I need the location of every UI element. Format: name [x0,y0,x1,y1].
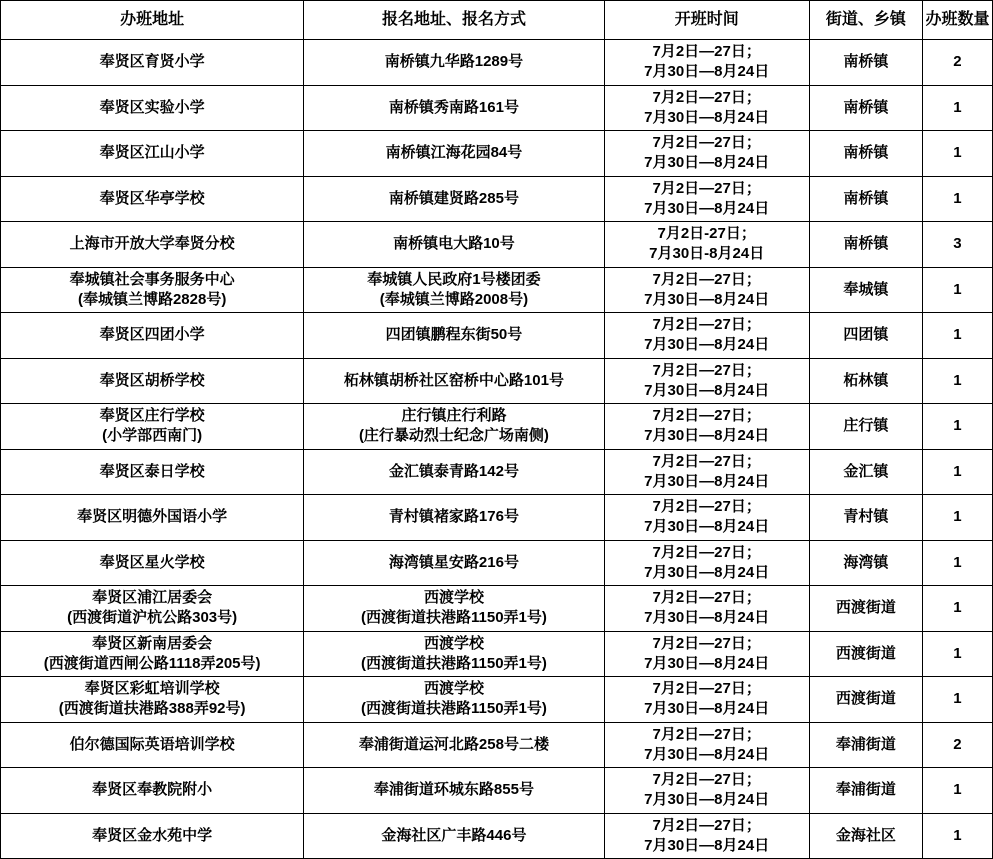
cell-address [1,631,304,677]
registration-line: 海湾镇星安路216号 [388,553,519,571]
address-line: 奉贤区实验小学 [99,98,205,116]
cell-address [1,586,304,632]
cell-address [1,722,304,768]
table-row [1,404,993,450]
cell-registration [304,540,604,586]
address-line: 奉贤区彩虹培训学校 [84,680,220,697]
cell-time [604,313,809,359]
time-line: 7月30日—8月24日 [644,654,770,672]
cell-town: 奉浦街道 [809,722,922,768]
table-row [1,495,993,541]
table-row [1,40,993,86]
time-line: 7月30日—8月24日 [644,609,770,627]
address-line: 奉贤区泰日学校 [99,462,205,480]
cell-town: 四团镇 [809,313,922,359]
cell-address [1,267,304,313]
cell-registration [304,631,604,677]
time-line: 7月30日—8月24日 [644,427,770,445]
column-header-address: 办班地址 [1,1,304,40]
cell-address [1,313,304,359]
cell-count: 1 [922,176,992,222]
time-line: 7月30日—8月24日 [644,63,770,81]
table-row [1,131,993,177]
time-line: 7月2日—27日； [652,725,761,743]
time-line: 7月30日—8月24日 [644,381,770,399]
cell-count: 1 [922,449,992,495]
registration-line: 庄行镇庄行利路 [401,407,507,424]
time-line: 7月2日—27日； [652,771,761,788]
address-line: 奉贤区奉教院附小 [92,781,213,799]
registration-line: (西渡街道扶港路1150弄1号) [361,700,547,718]
table-row [1,631,993,677]
table-row [1,722,993,768]
cell-address [1,40,304,86]
table-row [1,449,993,495]
cell-town: 金海社区 [809,813,922,859]
cell-time [604,267,809,313]
cell-time [604,631,809,677]
cell-time [604,404,809,450]
cell-registration [304,404,604,450]
cell-town: 南桥镇 [809,176,922,222]
time-line: 7月2日—27日； [652,589,761,606]
time-line: 7月30日—8月24日 [644,836,770,854]
registration-line: 南桥镇九华路1289号 [384,53,524,71]
cell-town: 南桥镇 [809,131,922,177]
column-header-town: 街道、乡镇 [809,1,922,40]
cell-town: 南桥镇 [809,85,922,131]
cell-registration [304,722,604,768]
cell-town: 奉浦街道 [809,768,922,814]
table-body [1,40,993,859]
cell-count: 1 [922,404,992,450]
registration-line: 南桥镇电大路10号 [393,235,515,253]
table-row [1,677,993,723]
cell-registration [304,222,604,268]
cell-count: 1 [922,540,992,586]
cell-address [1,768,304,814]
registration-line: 南桥镇江海花园84号 [385,144,523,162]
time-line: 7月2日—27日； [652,543,761,561]
cell-town: 南桥镇 [809,40,922,86]
registration-line: 西渡学校 [423,680,484,697]
time-line: 7月30日—8月24日 [644,154,770,172]
address-line: 奉贤区新南居委会 [92,634,213,652]
column-header-time: 开班时间 [604,1,809,40]
address-line: 奉贤区江山小学 [99,144,205,162]
cell-count: 1 [922,358,992,404]
cell-count: 1 [922,495,992,541]
registration-line: 奉浦街道环城东路855号 [373,781,534,799]
cell-address [1,404,304,450]
cell-address [1,131,304,177]
time-line: 7月30日—8月24日 [644,199,770,217]
column-header-registration: 报名地址、报名方式 [304,1,604,40]
registration-line: (庄行暴动烈士纪念广场南侧) [358,427,549,445]
address-line: 奉城镇社会事务服务中心 [69,270,235,288]
address-line: (奉城镇兰博路2828号) [77,290,227,308]
registration-line: 金海社区广丰路446号 [381,826,527,844]
column-header-count: 办班数量 [922,1,992,40]
registration-line: 奉浦街道运河北路258号二楼 [358,735,549,753]
cell-town: 海湾镇 [809,540,922,586]
cell-time [604,222,809,268]
address-line: 奉贤区庄行学校 [99,407,205,424]
cell-town: 青村镇 [809,495,922,541]
time-line: 7月30日—8月24日 [644,700,770,718]
cell-time [604,495,809,541]
registration-line: 金汇镇泰青路142号 [388,462,519,480]
cell-registration [304,131,604,177]
cell-time [604,540,809,586]
table-row [1,586,993,632]
cell-time [604,85,809,131]
table-row [1,85,993,131]
table-row [1,313,993,359]
table-row [1,540,993,586]
address-line: 奉贤区胡桥学校 [99,371,205,389]
cell-time [604,176,809,222]
cell-address [1,495,304,541]
address-line: 奉贤区浦江居委会 [92,589,213,606]
time-line: 7月2日—27日； [652,498,761,515]
cell-registration [304,677,604,723]
time-line: 7月30日—8月24日 [644,108,770,126]
cell-time [604,40,809,86]
cell-registration [304,586,604,632]
time-line: 7月30日—8月24日 [644,563,770,581]
time-line: 7月30日—8月24日 [644,745,770,763]
address-line: 奉贤区育贤小学 [99,53,205,71]
time-line: 7月2日—27日； [652,634,761,652]
cell-town: 奉城镇 [809,267,922,313]
cell-count: 1 [922,813,992,859]
cell-count: 3 [922,222,992,268]
address-line: (小学部西南门) [102,427,203,445]
cell-time [604,358,809,404]
cell-count: 2 [922,722,992,768]
table-row [1,267,993,313]
time-line: 7月2日—27日； [652,316,761,333]
address-line: 奉贤区明德外国语小学 [77,508,228,526]
cell-count: 1 [922,313,992,359]
time-line: 7月30日—8月24日 [644,518,770,536]
cell-time [604,586,809,632]
cell-address [1,176,304,222]
cell-address [1,222,304,268]
cell-time [604,768,809,814]
cell-town: 西渡街道 [809,677,922,723]
registration-line: 西渡学校 [423,634,484,652]
cell-count: 1 [922,631,992,677]
table-row [1,358,993,404]
cell-time [604,722,809,768]
registration-line: 奉城镇人民政府1号楼团委 [367,270,541,288]
cell-town: 西渡街道 [809,631,922,677]
cell-registration [304,176,604,222]
registration-line: (西渡街道扶港路1150弄1号) [361,609,547,627]
cell-count: 1 [922,267,992,313]
cell-registration [304,768,604,814]
cell-count: 1 [922,768,992,814]
cell-registration [304,40,604,86]
cell-address [1,677,304,723]
registration-line: 南桥镇建贤路285号 [388,189,519,207]
address-line: (西渡街道扶港路388弄92号) [58,700,246,718]
address-line: 奉贤区星火学校 [99,553,205,571]
registration-line: (西渡街道扶港路1150弄1号) [361,654,547,672]
address-line: 上海市开放大学奉贤分校 [69,235,235,253]
time-line: 7月2日—27日； [652,134,761,151]
registration-line: 四团镇鹏程东街50号 [385,326,523,344]
cell-registration [304,358,604,404]
registration-line: 西渡学校 [423,589,484,606]
cell-town: 庄行镇 [809,404,922,450]
time-line: 7月30日—8月24日 [644,290,770,308]
cell-address [1,540,304,586]
cell-registration [304,85,604,131]
time-line: 7月2日—27日； [652,43,761,60]
cell-count: 1 [922,586,992,632]
registration-line: 南桥镇秀南路161号 [388,98,519,116]
table-row [1,222,993,268]
address-line: 奉贤区四团小学 [99,326,205,344]
cell-count: 1 [922,85,992,131]
time-line: 7月30日—8月24日 [644,791,770,809]
cell-address [1,358,304,404]
cell-registration [304,267,604,313]
cell-count: 1 [922,677,992,723]
table-header-row [1,1,993,40]
registration-line: (奉城镇兰博路2008号) [379,290,529,308]
table-row [1,176,993,222]
cell-town: 南桥镇 [809,222,922,268]
cell-registration [304,449,604,495]
time-line: 7月30日-8月24日 [649,245,765,263]
cell-town: 西渡街道 [809,586,922,632]
cell-time [604,677,809,723]
address-line: (西渡街道沪杭公路303号) [67,609,238,627]
time-line: 7月2日—27日； [652,816,761,834]
time-line: 7月2日-27日； [657,225,756,242]
time-line: 7月2日—27日； [652,407,761,424]
time-line: 7月2日—27日； [652,361,761,379]
table-row [1,768,993,814]
registration-line: 柘林镇胡桥社区窑桥中心路101号 [343,371,564,389]
time-line: 7月30日—8月24日 [644,472,770,490]
address-line: (西渡街道西闸公路1118弄205号) [43,654,261,672]
cell-address [1,813,304,859]
address-line: 奉贤区华亭学校 [99,189,205,207]
cell-town: 柘林镇 [809,358,922,404]
time-line: 7月2日—27日； [652,452,761,470]
address-line: 伯尔德国际英语培训学校 [69,735,235,753]
cell-address [1,449,304,495]
address-line: 奉贤区金水苑中学 [92,826,213,844]
time-line: 7月2日—27日； [652,88,761,106]
cell-time [604,449,809,495]
cell-registration [304,313,604,359]
cell-address [1,85,304,131]
time-line: 7月2日—27日； [652,680,761,697]
table-row [1,813,993,859]
cell-count: 2 [922,40,992,86]
time-line: 7月2日—27日； [652,179,761,197]
cell-time [604,813,809,859]
cell-count: 1 [922,131,992,177]
cell-time [604,131,809,177]
registration-line: 青村镇褚家路176号 [388,508,519,526]
cell-town: 金汇镇 [809,449,922,495]
cell-registration [304,495,604,541]
cell-registration [304,813,604,859]
time-line: 7月2日—27日； [652,270,761,288]
time-line: 7月30日—8月24日 [644,336,770,354]
